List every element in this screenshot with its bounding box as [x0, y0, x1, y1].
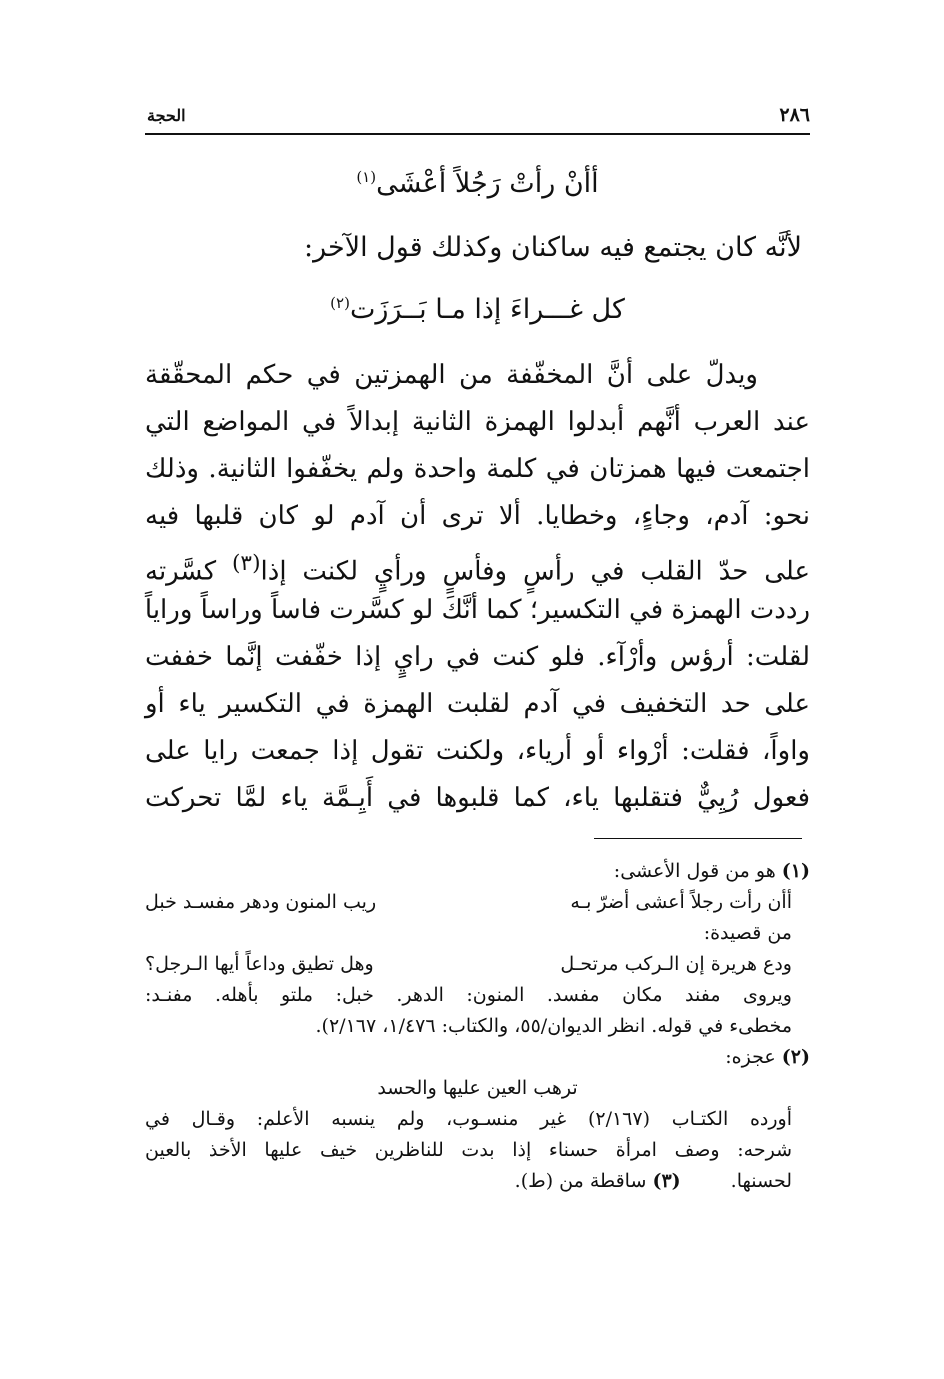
verse-1-text: أأنْ رأتْ رَجُلاً أعْشَى — [376, 168, 599, 199]
footnote-divider — [594, 838, 802, 839]
footnote-1-verse-a-second: ريب المنون ودهر مفسـد خبل — [145, 891, 377, 913]
body-line: على حد التخفيف في آدم لقلبت الهمزة في التكسير ياء أو — [145, 689, 810, 719]
footnote-2-note-end: لحسنها. — [730, 1170, 792, 1192]
body-line: اجتمعت فيها همزتان في كلمة واحدة ولم يخفّفوا الثانية. وذلك — [145, 454, 810, 484]
body-line: رددت الهمزة في التكسير؛ كما أنَّكَ لو كسَّرت فاساً وراساً وراياً — [144, 595, 810, 625]
body-line: فعول رُيِيٌّ فتقلبها ياء، كما قلبوها في أَيِـمَّة ياء لمَّا تحركت — [145, 783, 810, 813]
verse-quote-2 — [145, 294, 810, 325]
footnote-2-intro-text: عجزه: — [725, 1046, 776, 1068]
footnote-marker-2: (٢) — [330, 294, 350, 312]
body-line — [145, 540, 810, 587]
footnote-1-verse-b-second: وهل تطيق وداعاً أيها الـرجل؟ — [145, 953, 374, 975]
footnote-2-note-line: أورده الكتـاب (٢/١٦٧) غير منسـوب، ولم ينسبه الأعلم: وقـال في — [145, 1108, 792, 1130]
main-text — [145, 352, 810, 822]
footnotes — [145, 856, 810, 1197]
footnote-marker-1: (١) — [356, 168, 377, 186]
verse-2-text: كل غـــراءَ إذا مـا بَــرَزَت — [349, 294, 625, 325]
footnote-1-verse-a-first: أأن رأت رجلاً أعشى أضرّ بـه — [570, 891, 792, 913]
book-page — [145, 0, 810, 1379]
footnote-marker-3: (٣) — [231, 551, 261, 576]
body-line: واواً، فقلت: أرْواء أو أرياء، ولكنت تقول إذا جمعت رايا على — [145, 736, 810, 766]
body-line: لقلت: أرؤس وأرْآء. فلو كنت في رايٍ إذا خفّفت إنَّما خففت — [145, 642, 810, 672]
footnote-1-source: من قصيدة: — [703, 922, 792, 944]
footnote-3 — [515, 1166, 681, 1197]
footnote-1-note-line: مخطىء في قوله. انظر الديوان/٥٥، والكتاب: ١/٤٧٦، ٢/١٦٧). — [315, 1015, 792, 1037]
body-line-5-tail: كسَّرته — [145, 556, 217, 587]
footnote-2-intro — [145, 1042, 810, 1073]
body-line: ويدلّ على أنَّ المخفّفة من الهمزتين في حكم المحقّقة — [145, 360, 758, 390]
body-line-5-text: على حدّ القلب في رأسٍ وفأسٍ ورأيٍ لكنت إذا — [260, 556, 811, 587]
body-line: نحو: آدم، وجاءٍ، وخطايا. ألا ترى أن آدم لو كان قلبها فيه — [145, 501, 810, 531]
footnote-last-line — [145, 1166, 810, 1197]
footnote-1-verse-a — [145, 887, 810, 918]
footnote-1-verse-b-first: ودع هريرة إن الـركب مرتحـل — [560, 953, 792, 975]
footnote-3-text: ساقطة من (ط). — [514, 1170, 647, 1192]
page-number: ٢٨٦ — [779, 104, 810, 126]
footnote-1-verse-b — [145, 949, 810, 980]
body-line: عند العرب أنَّهم أبدلوا الهمزة الثانية إبدالاً في المواضع التي — [145, 407, 810, 437]
verse-quote-1 — [145, 168, 810, 199]
footnote-1-number: (١) — [781, 860, 810, 882]
running-head — [145, 104, 810, 132]
footnote-3-number: (٣) — [652, 1170, 681, 1192]
book-title: الحجة — [147, 106, 186, 125]
footnote-2-hemistich: ترهب العين عليها والحسد — [377, 1077, 578, 1099]
footnote-2-number: (٢) — [781, 1046, 810, 1068]
footnote-2-note-line: شرحه: وصف امرأة حسناء إذا بدت للناظرين خيف عليها الأخذ بالعين — [145, 1139, 792, 1161]
footnote-1-intro — [145, 856, 810, 887]
intro-line: لأنَّه كان يجتمع فيه ساكنان وكذلك قول الآخر: — [304, 232, 802, 263]
footnote-1-note-line: ويروى مفند مكان مفسد. المنون: الدهر. خبل: ملتو بأهله. مفنـد: — [145, 984, 792, 1006]
footnote-1-intro-text: هو من قول الأعشى: — [613, 860, 776, 882]
header-divider — [145, 133, 810, 135]
